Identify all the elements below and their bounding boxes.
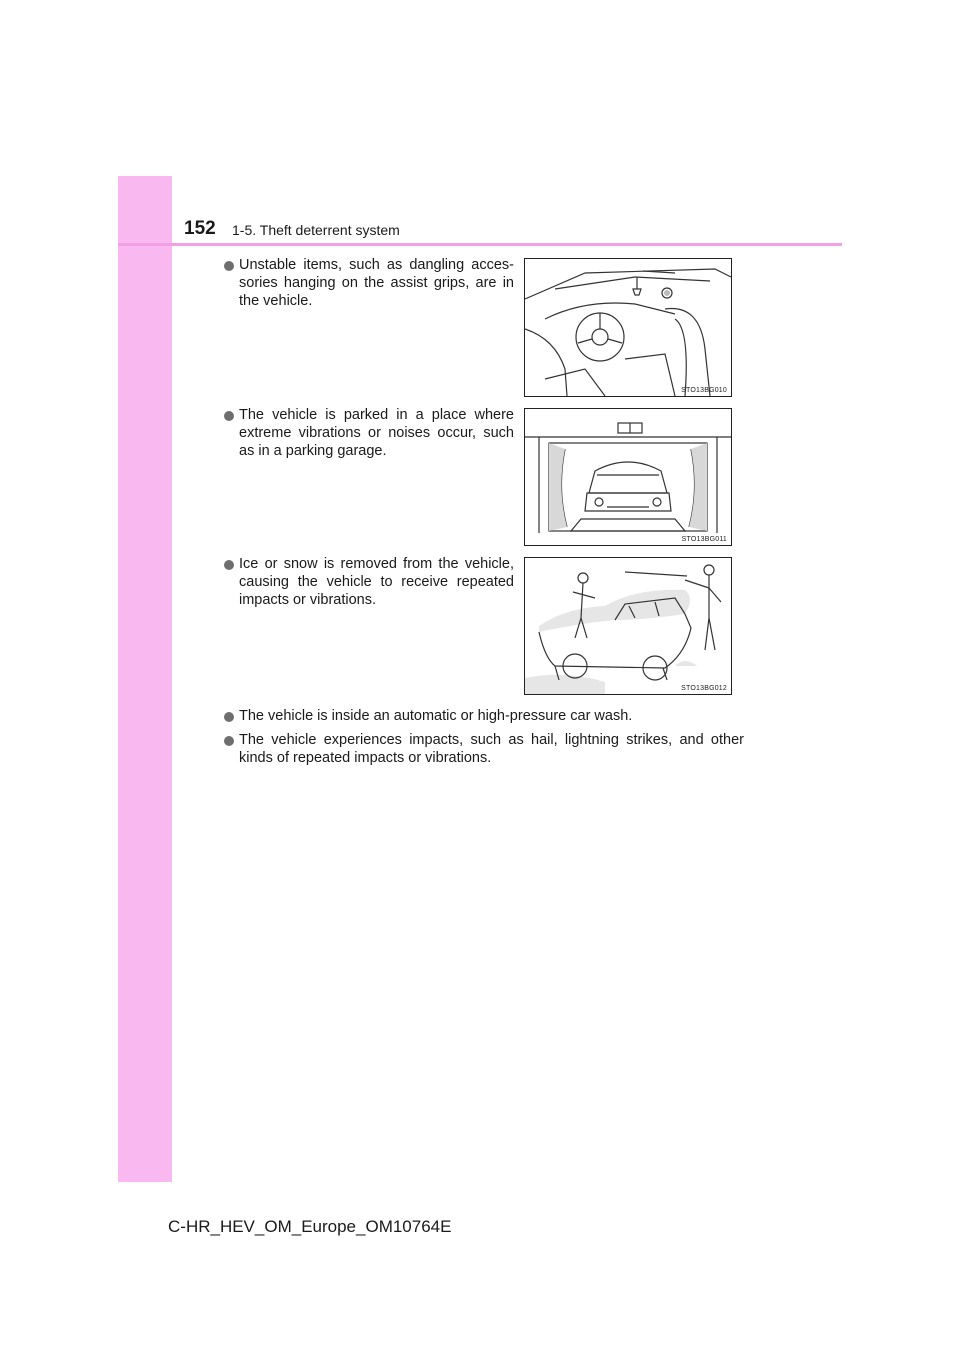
header-rule xyxy=(118,243,842,246)
figure-code: STO13BG011 xyxy=(681,536,727,543)
figure-vehicle-interior xyxy=(524,258,732,397)
bullet-text: Unstable items, such as dangling acces-sories hanging on the assist grips, are in the vehicle. xyxy=(239,257,514,309)
figure-parking-garage xyxy=(524,408,732,546)
bullet-dot-icon xyxy=(224,560,234,570)
bullet-item-1 xyxy=(224,256,514,310)
vehicle-interior-illustration xyxy=(525,259,731,396)
bullet-text: The vehicle experiences impacts, such as hail, lightning strikes, and other kinds of repeated impacts or vibrations. xyxy=(239,732,744,766)
bullet-text: The vehicle is inside an automatic or high-pressure car wash. xyxy=(239,708,633,724)
bullet-dot-icon xyxy=(224,712,234,722)
side-tab xyxy=(118,176,172,1182)
bullet-dot-icon xyxy=(224,261,234,271)
footer-doc-code: C-HR_HEV_OM_Europe_OM10764E xyxy=(168,1217,452,1236)
bullet-text: Ice or snow is removed from the vehicle, causing the vehicle to receive repeated impacts or vibrations. xyxy=(239,556,514,608)
bullet-dot-icon xyxy=(224,411,234,421)
figure-code: STO13BG010 xyxy=(681,387,727,394)
snow-removal-illustration xyxy=(525,558,731,694)
bullet-text: The vehicle is parked in a place where extreme vibrations or noises occur, such as in a parking garage. xyxy=(239,407,514,459)
figure-snow-removal xyxy=(524,557,732,695)
bullet-item-5 xyxy=(224,731,744,767)
bullet-item-2 xyxy=(224,406,514,460)
section-title: 1-5. Theft deterrent system xyxy=(232,222,400,238)
bullet-item-3 xyxy=(224,555,514,609)
parking-garage-illustration xyxy=(525,409,731,545)
page-number: 152 xyxy=(184,218,216,239)
bullet-dot-icon xyxy=(224,736,234,746)
bullet-item-4 xyxy=(224,707,744,725)
figure-code: STO13BG012 xyxy=(681,685,727,692)
